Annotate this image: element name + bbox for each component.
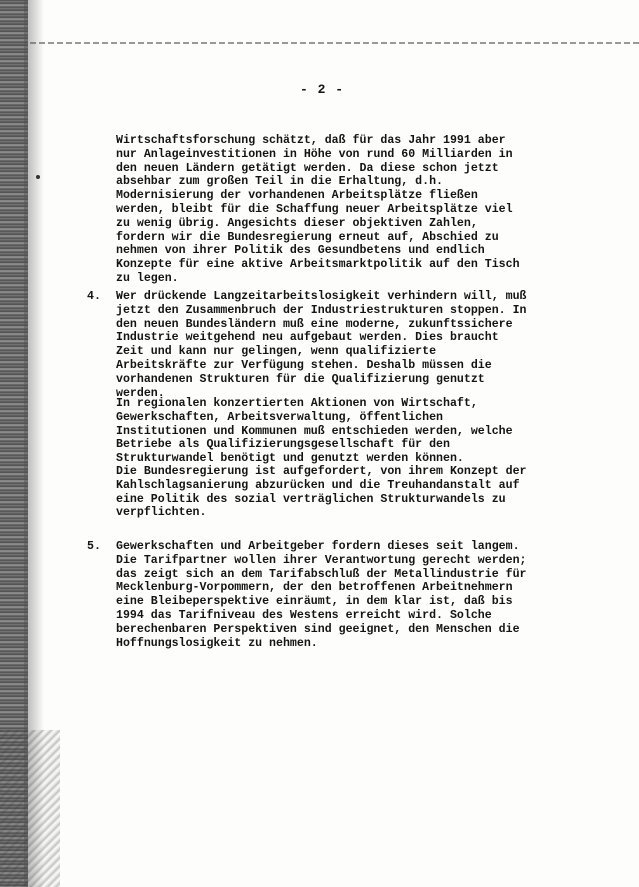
paragraph-intro: Wirtschaftsforschung schätzt, daß für das Jahr 1991 aber nur Anlageinvestitionen in Höhe von rund 60 Milliarden in den neuen Ländern getätigt werden. Da diese schon jetzt absehbar zum großen Teil in die Erhaltung, d.h. Modernisierung der vorhandenen Arbeitsplätze fließen werden, bleibt für die Schaffung neuer Arbeitsplätze viel zu wenig übrig. Angesichts dieser objektiven Zahlen, fordern wir die Bundesregierung erneut auf, Abschied zu nehmen von ihrer Politik des Gesundbetens und endlich Konzepte für eine aktive Arbeitsmarktpolitik auf den Tisch zu legen. [116,134,520,285]
page-number: - 2 - [300,82,345,97]
item-5-paragraph-1: Gewerkschaften und Arbeitgeber fordern dieses seit langem. Die Tarifpartner wollen ihrer Verantwortung gerecht werden; das zeigt sich an dem Tarifabschluß der Metallindustrie für Mecklenburg-Vorpommern, der den betroffenen Arbeitnehmern eine Bleibeperspektive einräumt, in dem klar ist, daß bis 1994 das Tarifniveau des Westens erreicht wird. Solche berechenbaren Perspektiven sind geeignet, den Menschen die Hoffnungslosigkeit zu nehmen. [116,540,527,650]
item-4-paragraph-3: Die Bundesregierung ist aufgefordert, von ihrem Konzept der Kahlschlagsanierung abzurücken und die Treuhandanstalt auf eine Politik des sozial verträglichen Strukturwandels zu verpflichten. [116,465,527,520]
scan-dot [36,175,40,179]
item-4-paragraph-2: In regionalen konzertierten Aktionen von Wirtschaft, Gewerkschaften, Arbeitsverwaltung, öffentlichen Institutionen und Kommunen muß entschieden werden, welche Betriebe als Qualifizierungsgesellschaft für den Strukturwandel benötigt und genutzt werden können. [116,397,513,466]
item-number-4: 4. [87,290,101,303]
scan-top-line [30,42,639,44]
scan-noise [0,730,60,887]
item-number-5: 5. [87,540,101,553]
item-4-paragraph-1: Wer drückende Langzeitarbeitslosigkeit verhindern will, muß jetzt den Zusammenbruch der Industriestrukturen stoppen. In den neuen Bundesländern muß eine moderne, zukunftssichere Industrie weitgehend neu aufgebaut werden. Dies braucht Zeit und kann nur gelingen, wenn qualifizierte Arbeitskräfte zur Verfügung stehen. Deshalb müssen die vorhandenen Strukturen für die Qualifizierung genutzt werden. [116,290,527,400]
